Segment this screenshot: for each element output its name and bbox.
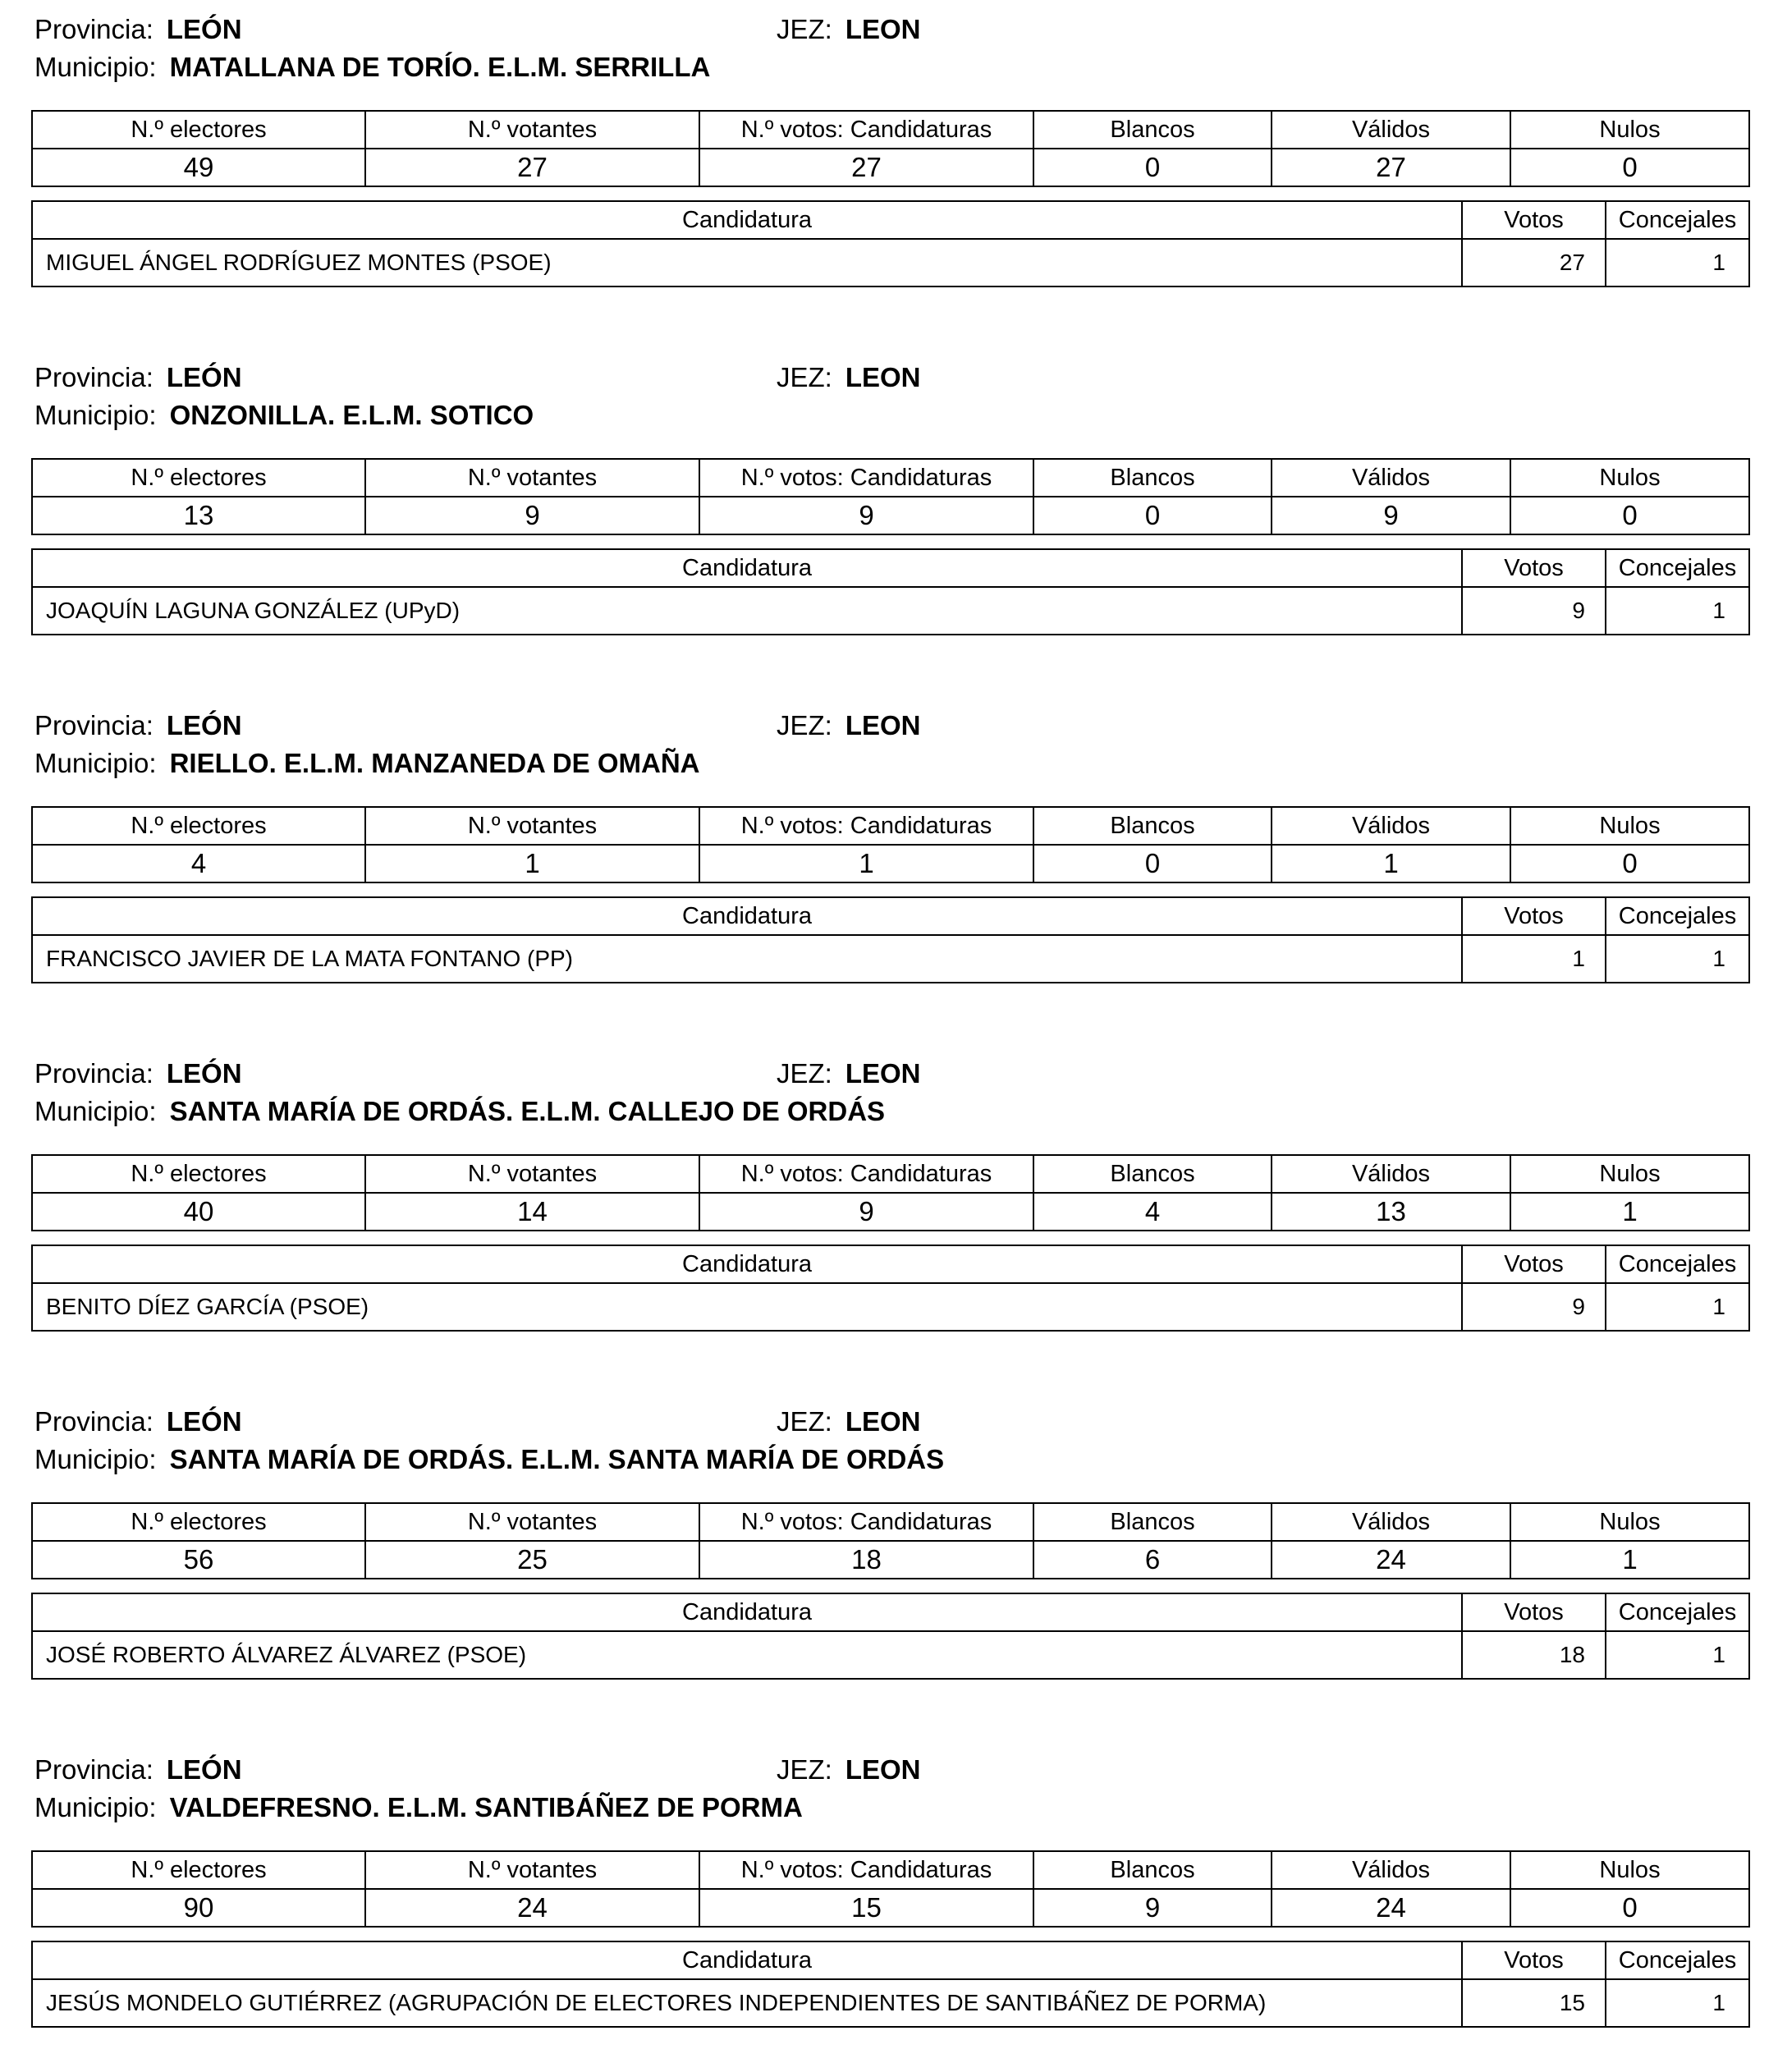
validos-header: Válidos: [1272, 459, 1510, 497]
validos-header: Válidos: [1272, 807, 1510, 845]
votantes-header: N.º votantes: [365, 807, 699, 845]
jez-label: JEZ:: [777, 1058, 832, 1089]
municipio-label: Municipio:: [34, 1792, 157, 1822]
provincia-value: LEÓN: [166, 710, 242, 740]
concejales-header: Concejales: [1606, 1593, 1749, 1631]
electores-value: 90: [32, 1889, 365, 1927]
provincia-label: Provincia:: [34, 1406, 154, 1437]
jez-line: [777, 1056, 921, 1092]
candidatura-votos: 9: [1462, 587, 1606, 635]
candidatura-header: Candidatura: [32, 1593, 1462, 1631]
electores-header: N.º electores: [32, 1155, 365, 1193]
blancos-value: 6: [1033, 1541, 1272, 1579]
votos-candidaturas-value: 1: [699, 845, 1033, 882]
stats-value-row: [32, 1541, 1749, 1579]
provincia-line: [34, 1404, 242, 1440]
jez-label: JEZ:: [777, 710, 832, 740]
municipio-line: [34, 1093, 885, 1130]
municipio-value: SANTA MARÍA DE ORDÁS. E.L.M. CALLEJO DE ORDÁS: [169, 1096, 886, 1126]
votos-header: Votos: [1462, 897, 1606, 935]
candidatura-header: Candidatura: [32, 201, 1462, 239]
jez-value: LEON: [845, 1754, 921, 1785]
provincia-line: [34, 708, 242, 744]
votos-header: Votos: [1462, 549, 1606, 587]
candidatura-name: JESÚS MONDELO GUTIÉRREZ (AGRUPACIÓN DE ELECTORES INDEPENDIENTES DE SANTIBÁÑEZ DE PORMA): [32, 1979, 1462, 2027]
municipality-block: [31, 1044, 1748, 1319]
concejales-header: Concejales: [1606, 1245, 1749, 1283]
blancos-header: Blancos: [1033, 1155, 1272, 1193]
municipio-value: MATALLANA DE TORÍO. E.L.M. SERRILLA: [169, 52, 711, 82]
candidatura-table: [31, 1941, 1750, 2028]
blancos-header: Blancos: [1033, 459, 1272, 497]
validos-header: Válidos: [1272, 1503, 1510, 1541]
candidatura-votos: 18: [1462, 1631, 1606, 1679]
validos-value: 27: [1272, 149, 1510, 186]
stats-header-row: [32, 807, 1749, 845]
municipio-label: Municipio:: [34, 1444, 157, 1474]
votos-header: Votos: [1462, 1245, 1606, 1283]
votos-candidaturas-header: N.º votos: Candidaturas: [699, 1851, 1033, 1889]
votantes-value: 14: [365, 1193, 699, 1231]
candidatura-name: BENITO DÍEZ GARCÍA (PSOE): [32, 1283, 1462, 1331]
provincia-line: [34, 360, 242, 396]
nulos-header: Nulos: [1510, 111, 1749, 149]
stats-value-row: [32, 845, 1749, 882]
votos-candidaturas-value: 18: [699, 1541, 1033, 1579]
validos-value: 24: [1272, 1889, 1510, 1927]
candidatura-concejales: 1: [1606, 935, 1749, 983]
municipality-block: [31, 1740, 1748, 2015]
jez-value: LEON: [845, 710, 921, 740]
nulos-value: 0: [1510, 149, 1749, 186]
validos-header: Válidos: [1272, 1155, 1510, 1193]
blancos-value: 9: [1033, 1889, 1272, 1927]
candidatura-header-row: [32, 1941, 1749, 1979]
candidatura-row: [32, 1631, 1749, 1679]
blancos-header: Blancos: [1033, 807, 1272, 845]
electores-header: N.º electores: [32, 1851, 365, 1889]
stats-value-row: [32, 497, 1749, 534]
blancos-value: 0: [1033, 149, 1272, 186]
stats-header-row: [32, 111, 1749, 149]
nulos-value: 1: [1510, 1541, 1749, 1579]
municipio-line: [34, 745, 700, 782]
votos-candidaturas-value: 9: [699, 1193, 1033, 1231]
concejales-header: Concejales: [1606, 549, 1749, 587]
stats-header-row: [32, 1503, 1749, 1541]
votos-header: Votos: [1462, 1941, 1606, 1979]
candidatura-votos: 9: [1462, 1283, 1606, 1331]
jez-value: LEON: [845, 1058, 921, 1089]
stats-table: [31, 110, 1750, 187]
municipio-line: [34, 1790, 803, 1826]
votantes-value: 9: [365, 497, 699, 534]
jez-label: JEZ:: [777, 1754, 832, 1785]
municipio-value: ONZONILLA. E.L.M. SOTICO: [169, 400, 534, 430]
votantes-value: 24: [365, 1889, 699, 1927]
provincia-label: Provincia:: [34, 710, 154, 740]
provincia-line: [34, 11, 242, 48]
nulos-header: Nulos: [1510, 807, 1749, 845]
votantes-header: N.º votantes: [365, 1155, 699, 1193]
votantes-header: N.º votantes: [365, 1851, 699, 1889]
blancos-value: 0: [1033, 497, 1272, 534]
candidatura-header: Candidatura: [32, 549, 1462, 587]
candidatura-name: FRANCISCO JAVIER DE LA MATA FONTANO (PP): [32, 935, 1462, 983]
municipio-label: Municipio:: [34, 52, 157, 82]
jez-value: LEON: [845, 362, 921, 392]
provincia-value: LEÓN: [166, 1754, 242, 1785]
electores-header: N.º electores: [32, 459, 365, 497]
stats-header-row: [32, 1155, 1749, 1193]
municipality-block: [31, 348, 1748, 623]
electores-header: N.º electores: [32, 807, 365, 845]
stats-table: [31, 1502, 1750, 1579]
candidatura-header-row: [32, 201, 1749, 239]
electores-value: 49: [32, 149, 365, 186]
candidatura-header: Candidatura: [32, 1245, 1462, 1283]
provincia-line: [34, 1056, 242, 1092]
electores-value: 4: [32, 845, 365, 882]
candidatura-header-row: [32, 1245, 1749, 1283]
votos-candidaturas-value: 9: [699, 497, 1033, 534]
validos-header: Válidos: [1272, 111, 1510, 149]
municipio-line: [34, 397, 534, 433]
nulos-value: 1: [1510, 1193, 1749, 1231]
votantes-header: N.º votantes: [365, 459, 699, 497]
provincia-line: [34, 1752, 242, 1788]
concejales-header: Concejales: [1606, 201, 1749, 239]
municipality-block: [31, 1392, 1748, 1667]
nulos-header: Nulos: [1510, 1155, 1749, 1193]
provincia-value: LEÓN: [166, 1406, 242, 1437]
blancos-header: Blancos: [1033, 1503, 1272, 1541]
municipio-label: Municipio:: [34, 1096, 157, 1126]
municipio-label: Municipio:: [34, 400, 157, 430]
electores-header: N.º electores: [32, 1503, 365, 1541]
votos-candidaturas-value: 15: [699, 1889, 1033, 1927]
votos-candidaturas-value: 27: [699, 149, 1033, 186]
stats-table: [31, 458, 1750, 535]
votantes-value: 25: [365, 1541, 699, 1579]
candidatura-header: Candidatura: [32, 897, 1462, 935]
validos-value: 9: [1272, 497, 1510, 534]
votantes-value: 27: [365, 149, 699, 186]
jez-label: JEZ:: [777, 1406, 832, 1437]
jez-line: [777, 1752, 921, 1788]
stats-value-row: [32, 149, 1749, 186]
blancos-value: 0: [1033, 845, 1272, 882]
stats-header-row: [32, 1851, 1749, 1889]
provincia-value: LEÓN: [166, 1058, 242, 1089]
municipio-value: SANTA MARÍA DE ORDÁS. E.L.M. SANTA MARÍA DE ORDÁS: [169, 1444, 945, 1474]
votos-header: Votos: [1462, 201, 1606, 239]
candidatura-header: Candidatura: [32, 1941, 1462, 1979]
validos-value: 1: [1272, 845, 1510, 882]
candidatura-table: [31, 548, 1750, 635]
candidatura-name: JOAQUÍN LAGUNA GONZÁLEZ (UPyD): [32, 587, 1462, 635]
stats-table: [31, 806, 1750, 883]
candidatura-row: [32, 1283, 1749, 1331]
votos-candidaturas-header: N.º votos: Candidaturas: [699, 1155, 1033, 1193]
votos-header: Votos: [1462, 1593, 1606, 1631]
electores-value: 13: [32, 497, 365, 534]
votantes-header: N.º votantes: [365, 111, 699, 149]
validos-value: 24: [1272, 1541, 1510, 1579]
jez-label: JEZ:: [777, 14, 832, 44]
nulos-value: 0: [1510, 845, 1749, 882]
candidatura-concejales: 1: [1606, 239, 1749, 287]
electores-value: 56: [32, 1541, 365, 1579]
stats-value-row: [32, 1889, 1749, 1927]
candidatura-row: [32, 587, 1749, 635]
validos-header: Válidos: [1272, 1851, 1510, 1889]
concejales-header: Concejales: [1606, 897, 1749, 935]
provincia-label: Provincia:: [34, 362, 154, 392]
candidatura-header-row: [32, 549, 1749, 587]
stats-value-row: [32, 1193, 1749, 1231]
candidatura-header-row: [32, 897, 1749, 935]
nulos-value: 0: [1510, 1889, 1749, 1927]
jez-value: LEON: [845, 1406, 921, 1437]
nulos-header: Nulos: [1510, 1851, 1749, 1889]
municipio-value: RIELLO. E.L.M. MANZANEDA DE OMAÑA: [169, 748, 700, 778]
blancos-header: Blancos: [1033, 1851, 1272, 1889]
candidatura-table: [31, 200, 1750, 287]
candidatura-votos: 15: [1462, 1979, 1606, 2027]
candidatura-name: JOSÉ ROBERTO ÁLVAREZ ÁLVAREZ (PSOE): [32, 1631, 1462, 1679]
blancos-header: Blancos: [1033, 111, 1272, 149]
votos-candidaturas-header: N.º votos: Candidaturas: [699, 459, 1033, 497]
votos-candidaturas-header: N.º votos: Candidaturas: [699, 807, 1033, 845]
concejales-header: Concejales: [1606, 1941, 1749, 1979]
candidatura-concejales: 1: [1606, 587, 1749, 635]
municipio-label: Municipio:: [34, 748, 157, 778]
votantes-value: 1: [365, 845, 699, 882]
stats-table: [31, 1154, 1750, 1231]
electores-value: 40: [32, 1193, 365, 1231]
municipality-block: [31, 0, 1748, 275]
jez-value: LEON: [845, 14, 921, 44]
candidatura-concejales: 1: [1606, 1979, 1749, 2027]
candidatura-name: MIGUEL ÁNGEL RODRÍGUEZ MONTES (PSOE): [32, 239, 1462, 287]
candidatura-table: [31, 1245, 1750, 1332]
votos-candidaturas-header: N.º votos: Candidaturas: [699, 111, 1033, 149]
candidatura-row: [32, 239, 1749, 287]
jez-line: [777, 11, 921, 48]
candidatura-votos: 27: [1462, 239, 1606, 287]
jez-line: [777, 1404, 921, 1440]
nulos-header: Nulos: [1510, 1503, 1749, 1541]
candidatura-row: [32, 1979, 1749, 2027]
nulos-value: 0: [1510, 497, 1749, 534]
provincia-label: Provincia:: [34, 1754, 154, 1785]
nulos-header: Nulos: [1510, 459, 1749, 497]
jez-line: [777, 708, 921, 744]
stats-header-row: [32, 459, 1749, 497]
jez-label: JEZ:: [777, 362, 832, 392]
candidatura-header-row: [32, 1593, 1749, 1631]
provincia-label: Provincia:: [34, 14, 154, 44]
candidatura-votos: 1: [1462, 935, 1606, 983]
stats-table: [31, 1850, 1750, 1928]
municipio-line: [34, 1442, 944, 1478]
candidatura-table: [31, 1593, 1750, 1680]
municipio-value: VALDEFRESNO. E.L.M. SANTIBÁÑEZ DE PORMA: [169, 1792, 803, 1822]
jez-line: [777, 360, 921, 396]
electores-header: N.º electores: [32, 111, 365, 149]
municipality-block: [31, 696, 1748, 971]
votos-candidaturas-header: N.º votos: Candidaturas: [699, 1503, 1033, 1541]
candidatura-concejales: 1: [1606, 1283, 1749, 1331]
candidatura-table: [31, 896, 1750, 983]
municipio-line: [34, 49, 710, 85]
votantes-header: N.º votantes: [365, 1503, 699, 1541]
candidatura-concejales: 1: [1606, 1631, 1749, 1679]
blancos-value: 4: [1033, 1193, 1272, 1231]
provincia-value: LEÓN: [166, 362, 242, 392]
validos-value: 13: [1272, 1193, 1510, 1231]
provincia-value: LEÓN: [166, 14, 242, 44]
candidatura-row: [32, 935, 1749, 983]
provincia-label: Provincia:: [34, 1058, 154, 1089]
